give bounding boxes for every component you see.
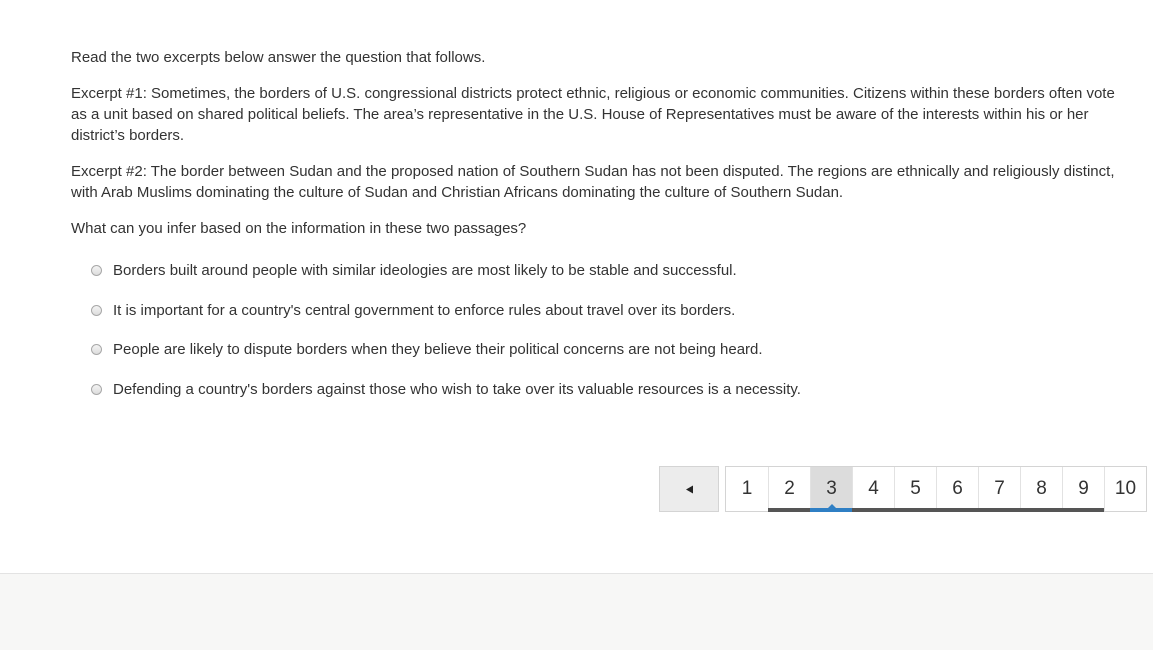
page-button-1[interactable] (726, 467, 768, 511)
radio-button[interactable] (91, 265, 102, 276)
page-button-2[interactable] (768, 467, 810, 511)
page-number-label: 2 (784, 478, 795, 499)
page-button-5[interactable] (894, 467, 936, 511)
answer-option-label: Borders built around people with similar ideologies are most likely to be stable and successful. (113, 262, 737, 279)
page-number-label: 6 (952, 478, 963, 499)
previous-question-button[interactable] (659, 466, 719, 512)
page-button-10[interactable] (1104, 467, 1146, 511)
page-button-6[interactable] (936, 467, 978, 511)
answer-option-label: Defending a country's borders against those who wish to take over its valuable resources is a necessity. (113, 380, 801, 398)
footer-bar (0, 573, 1153, 650)
instructions-text: Read the two excerpts below answer the question that follows. (71, 49, 486, 66)
page-button-3[interactable] (810, 467, 852, 511)
answer-option-d[interactable] (91, 379, 1129, 400)
answer-option-c[interactable] (91, 339, 1129, 360)
answer-option-b[interactable] (91, 300, 1129, 321)
triangle-left-icon (685, 485, 694, 494)
page-number-label: 4 (868, 478, 879, 499)
radio-button[interactable] (91, 305, 102, 316)
page-number-label: 10 (1114, 478, 1137, 499)
excerpt-2-text: Excerpt #2: The border between Sudan and the proposed nation of Southern Sudan has not been disputed. The regions are ethnically and religiously distinct, with Arab Muslims dominating the culture of Sudan and Christian Africans dominating the culture of Southern Sudan. (71, 163, 1115, 201)
answer-option-label: People are likely to dispute borders when they believe their political concerns are not being heard. (113, 341, 763, 358)
question-content (71, 47, 1129, 418)
radio-button[interactable] (91, 384, 102, 395)
page-button-8[interactable] (1020, 467, 1062, 511)
page-number-list (725, 466, 1147, 512)
answer-options (71, 260, 1129, 400)
radio-button[interactable] (91, 344, 102, 355)
current-page-indicator (827, 504, 837, 509)
answer-option-label: It is important for a country's central government to enforce rules about travel over its borders. (113, 301, 736, 319)
page-number-label: 7 (994, 478, 1005, 499)
page-number-label: 5 (910, 478, 921, 499)
page-button-7[interactable] (978, 467, 1020, 511)
page-number-label: 3 (826, 478, 837, 499)
page-number-label: 1 (741, 478, 753, 499)
page-button-4[interactable] (852, 467, 894, 511)
answer-option-a[interactable] (91, 260, 1129, 281)
page-number-label: 8 (1036, 478, 1047, 499)
excerpt-1-text: Excerpt #1: Sometimes, the borders of U.S. congressional districts protect ethnic, religious or economic communities. Citizens within these borders often vote as a unit based on shared political beliefs. The area’s representative in the U.S. House of Representatives must be aware of the interests within his or her district’s borders. (71, 85, 1115, 144)
page-button-9[interactable] (1062, 467, 1104, 511)
question-text: What can you infer based on the information in these two passages? (71, 220, 527, 237)
page-number-label: 9 (1078, 478, 1089, 499)
